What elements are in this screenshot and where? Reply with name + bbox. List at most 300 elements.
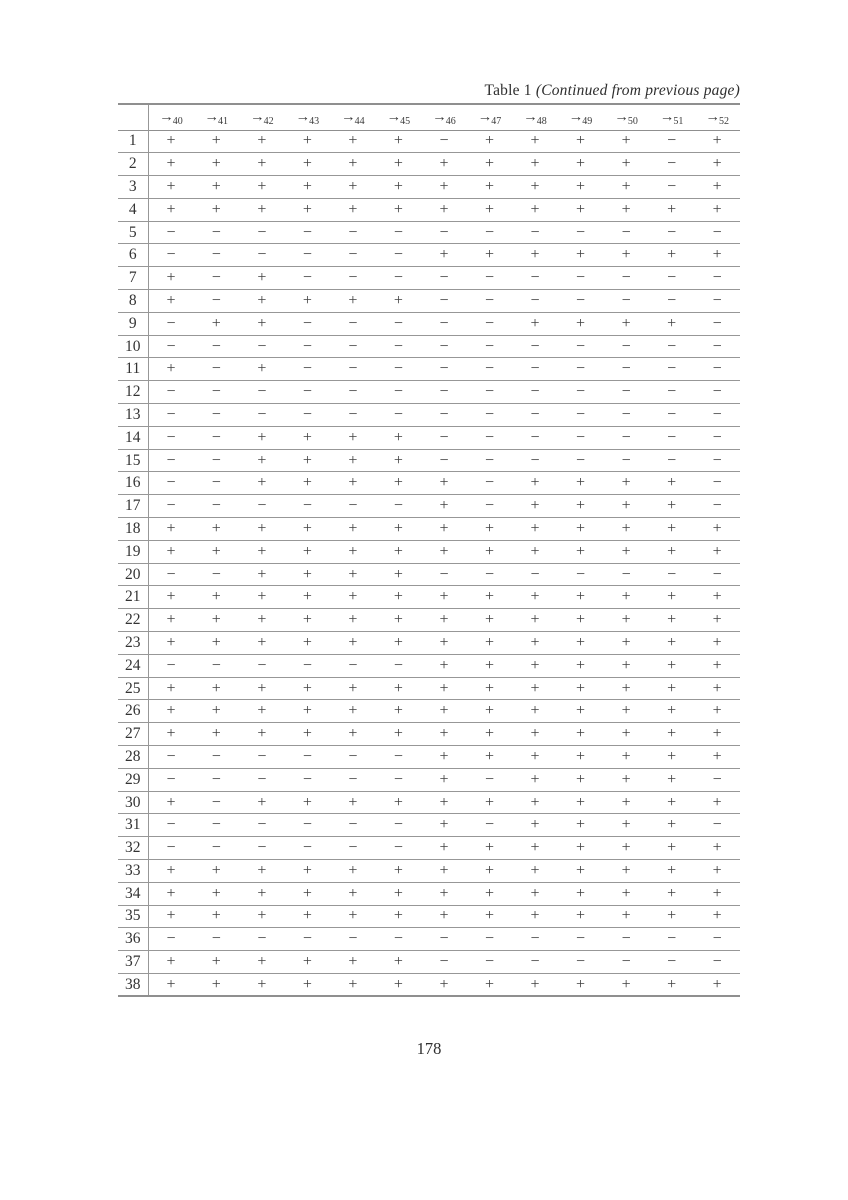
row-number: 7 xyxy=(118,267,148,290)
cell-minus: − xyxy=(166,223,176,241)
table-row xyxy=(118,746,740,769)
cell-minus: − xyxy=(484,816,494,834)
cell-plus: + xyxy=(712,884,722,902)
cell-plus: + xyxy=(393,132,403,150)
cell-minus: − xyxy=(439,223,449,241)
cell-plus: + xyxy=(393,542,403,560)
column-index: 50 xyxy=(627,115,638,127)
cell-minus: − xyxy=(166,337,176,355)
cell-plus: + xyxy=(530,132,540,150)
cell-minus: − xyxy=(166,770,176,788)
cell-plus: + xyxy=(530,519,540,537)
cell-plus: + xyxy=(393,291,403,309)
cell-plus: + xyxy=(621,611,631,629)
cell-plus: + xyxy=(712,611,722,629)
cell-plus: + xyxy=(667,702,677,720)
cell-plus: + xyxy=(257,884,267,902)
right-arrow-icon: → xyxy=(386,108,401,125)
table-row xyxy=(118,951,740,974)
cell-plus: + xyxy=(393,428,403,446)
cell-plus: + xyxy=(393,177,403,195)
cell-minus: − xyxy=(257,223,267,241)
cell-minus: − xyxy=(439,930,449,948)
cell-plus: + xyxy=(621,725,631,743)
table-subtitle: (Continued from previous page) xyxy=(535,82,740,99)
row-number: 34 xyxy=(118,882,148,905)
cell-plus: + xyxy=(621,497,631,515)
cell-plus: + xyxy=(576,725,586,743)
cell-plus: + xyxy=(393,953,403,971)
row-number: 35 xyxy=(118,905,148,928)
column-index: 47 xyxy=(491,115,502,127)
cell-plus: + xyxy=(166,907,176,925)
cell-plus: + xyxy=(621,884,631,902)
column-index: 44 xyxy=(354,115,365,127)
cell-minus: − xyxy=(393,383,403,401)
cell-minus: − xyxy=(530,223,540,241)
cell-plus: + xyxy=(576,155,586,173)
cell-plus: + xyxy=(576,633,586,651)
table-row xyxy=(118,198,740,221)
cell-plus: + xyxy=(348,793,358,811)
cell-minus: − xyxy=(530,953,540,971)
cell-minus: − xyxy=(348,930,358,948)
cell-minus: − xyxy=(712,930,722,948)
cell-minus: − xyxy=(211,428,221,446)
row-number: 6 xyxy=(118,244,148,267)
cell-plus: + xyxy=(348,633,358,651)
cell-minus: − xyxy=(484,565,494,583)
cell-minus: − xyxy=(576,269,586,287)
cell-plus: + xyxy=(667,975,677,993)
cell-minus: − xyxy=(211,565,221,583)
cell-plus: + xyxy=(530,839,540,857)
cell-plus: + xyxy=(530,770,540,788)
cell-plus: + xyxy=(712,588,722,606)
row-number: 2 xyxy=(118,153,148,176)
cell-minus: − xyxy=(211,405,221,423)
cell-plus: + xyxy=(621,793,631,811)
cell-plus: + xyxy=(257,314,267,332)
cell-plus: + xyxy=(439,200,449,218)
cell-plus: + xyxy=(439,519,449,537)
right-arrow-icon: → xyxy=(250,108,264,125)
cell-plus: + xyxy=(348,725,358,743)
cell-plus: + xyxy=(621,200,631,218)
cell-minus: − xyxy=(302,839,312,857)
cell-plus: + xyxy=(166,519,176,537)
cell-plus: + xyxy=(712,542,722,560)
cell-plus: + xyxy=(393,611,403,629)
cell-minus: − xyxy=(393,497,403,515)
table-row xyxy=(118,495,740,518)
cell-minus: − xyxy=(530,383,540,401)
cell-minus: − xyxy=(667,953,677,971)
cell-plus: + xyxy=(576,474,586,492)
cell-plus: + xyxy=(484,793,494,811)
cell-plus: + xyxy=(530,474,540,492)
cell-plus: + xyxy=(484,542,494,560)
row-number: 32 xyxy=(118,837,148,860)
column-index: 52 xyxy=(718,115,729,127)
cell-plus: + xyxy=(621,975,631,993)
cell-minus: − xyxy=(712,474,722,492)
row-number: 20 xyxy=(118,563,148,586)
cell-minus: − xyxy=(484,314,494,332)
cell-plus: + xyxy=(576,542,586,560)
cell-plus: + xyxy=(621,155,631,173)
cell-plus: + xyxy=(348,155,358,173)
table-row xyxy=(118,791,740,814)
cell-minus: − xyxy=(530,291,540,309)
cell-minus: − xyxy=(257,839,267,857)
table-row xyxy=(118,928,740,951)
cell-plus: + xyxy=(667,200,677,218)
cell-plus: + xyxy=(439,474,449,492)
column-index: 49 xyxy=(582,115,593,127)
cell-minus: − xyxy=(576,405,586,423)
table-caption xyxy=(118,82,740,103)
column-index: 45 xyxy=(400,115,411,127)
cell-plus: + xyxy=(348,588,358,606)
cell-minus: − xyxy=(439,405,449,423)
cell-plus: + xyxy=(348,451,358,469)
cell-plus: + xyxy=(667,314,677,332)
cell-minus: − xyxy=(484,383,494,401)
cell-plus: + xyxy=(484,155,494,173)
cell-minus: − xyxy=(393,246,403,264)
cell-plus: + xyxy=(484,519,494,537)
cell-plus: + xyxy=(484,611,494,629)
cell-plus: + xyxy=(348,702,358,720)
cell-minus: − xyxy=(166,656,176,674)
cell-plus: + xyxy=(166,679,176,697)
cell-plus: + xyxy=(439,497,449,515)
table-row xyxy=(118,267,740,290)
cell-plus: + xyxy=(393,884,403,902)
cell-plus: + xyxy=(211,907,221,925)
column-header-48 xyxy=(512,104,558,130)
cell-minus: − xyxy=(667,337,677,355)
table-body xyxy=(118,130,740,996)
cell-minus: − xyxy=(576,953,586,971)
cell-plus: + xyxy=(712,155,722,173)
cell-plus: + xyxy=(484,702,494,720)
cell-plus: + xyxy=(621,474,631,492)
cell-plus: + xyxy=(621,907,631,925)
cell-minus: − xyxy=(667,132,677,150)
cell-plus: + xyxy=(302,451,312,469)
cell-minus: − xyxy=(712,223,722,241)
row-number: 28 xyxy=(118,746,148,769)
cell-plus: + xyxy=(484,200,494,218)
cell-minus: − xyxy=(211,291,221,309)
cell-plus: + xyxy=(211,155,221,173)
row-number: 11 xyxy=(118,358,148,381)
right-arrow-icon: → xyxy=(432,108,446,125)
cell-minus: − xyxy=(439,314,449,332)
cell-plus: + xyxy=(621,314,631,332)
cell-plus: + xyxy=(348,953,358,971)
cell-minus: − xyxy=(257,930,267,948)
right-arrow-icon: → xyxy=(295,108,310,125)
cell-plus: + xyxy=(257,519,267,537)
cell-minus: − xyxy=(484,405,494,423)
cell-plus: + xyxy=(576,246,586,264)
cell-minus: − xyxy=(712,314,722,332)
table-row xyxy=(118,449,740,472)
cell-minus: − xyxy=(257,246,267,264)
table-head xyxy=(118,104,740,130)
cell-minus: − xyxy=(530,360,540,378)
cell-plus: + xyxy=(302,953,312,971)
cell-plus: + xyxy=(393,861,403,879)
cell-plus: + xyxy=(166,177,176,195)
cell-plus: + xyxy=(530,314,540,332)
cell-minus: − xyxy=(621,565,631,583)
cell-plus: + xyxy=(439,861,449,879)
cell-plus: + xyxy=(712,679,722,697)
row-number: 8 xyxy=(118,290,148,313)
cell-minus: − xyxy=(621,360,631,378)
cell-minus: − xyxy=(484,360,494,378)
cell-plus: + xyxy=(257,132,267,150)
cell-plus: + xyxy=(621,656,631,674)
cell-plus: + xyxy=(393,633,403,651)
cell-minus: − xyxy=(302,770,312,788)
cell-plus: + xyxy=(712,975,722,993)
cell-plus: + xyxy=(667,246,677,264)
cell-plus: + xyxy=(257,200,267,218)
cell-minus: − xyxy=(211,246,221,264)
cell-minus: − xyxy=(302,269,312,287)
cell-minus: − xyxy=(667,177,677,195)
cell-plus: + xyxy=(302,155,312,173)
cell-plus: + xyxy=(348,177,358,195)
cell-plus: + xyxy=(257,953,267,971)
row-number: 30 xyxy=(118,791,148,814)
cell-minus: − xyxy=(393,770,403,788)
cell-plus: + xyxy=(484,725,494,743)
cell-plus: + xyxy=(393,474,403,492)
cell-minus: − xyxy=(621,269,631,287)
cell-plus: + xyxy=(712,519,722,537)
cell-plus: + xyxy=(393,907,403,925)
cell-minus: − xyxy=(257,405,267,423)
cell-minus: − xyxy=(211,770,221,788)
cell-minus: − xyxy=(257,337,267,355)
cell-minus: − xyxy=(712,451,722,469)
column-index: 42 xyxy=(263,115,274,127)
cell-minus: − xyxy=(211,747,221,765)
cell-minus: − xyxy=(348,337,358,355)
table-row xyxy=(118,312,740,335)
cell-plus: + xyxy=(257,861,267,879)
cell-plus: + xyxy=(211,314,221,332)
cell-minus: − xyxy=(439,383,449,401)
cell-minus: − xyxy=(257,816,267,834)
row-number: 26 xyxy=(118,700,148,723)
cell-plus: + xyxy=(348,132,358,150)
cell-minus: − xyxy=(530,565,540,583)
cell-plus: + xyxy=(667,633,677,651)
cell-minus: − xyxy=(211,816,221,834)
cell-minus: − xyxy=(484,930,494,948)
cell-plus: + xyxy=(667,884,677,902)
cell-plus: + xyxy=(302,633,312,651)
cell-plus: + xyxy=(439,633,449,651)
cell-plus: + xyxy=(211,611,221,629)
cell-minus: − xyxy=(257,770,267,788)
cell-plus: + xyxy=(166,588,176,606)
cell-plus: + xyxy=(667,793,677,811)
cell-minus: − xyxy=(348,405,358,423)
cell-minus: − xyxy=(393,405,403,423)
table-row xyxy=(118,176,740,199)
cell-plus: + xyxy=(667,679,677,697)
cell-plus: + xyxy=(393,588,403,606)
cell-plus: + xyxy=(393,451,403,469)
cell-plus: + xyxy=(530,884,540,902)
column-header-52 xyxy=(694,104,740,130)
cell-plus: + xyxy=(257,474,267,492)
cell-minus: − xyxy=(712,383,722,401)
cell-plus: + xyxy=(393,702,403,720)
cell-minus: − xyxy=(484,428,494,446)
cell-plus: + xyxy=(530,679,540,697)
cell-plus: + xyxy=(302,861,312,879)
row-number: 24 xyxy=(118,654,148,677)
cell-plus: + xyxy=(348,679,358,697)
table-row xyxy=(118,814,740,837)
column-header-40 xyxy=(148,104,194,130)
cell-minus: − xyxy=(621,383,631,401)
cell-plus: + xyxy=(576,314,586,332)
table-header-row xyxy=(118,104,740,130)
cell-plus: + xyxy=(166,953,176,971)
cell-plus: + xyxy=(211,725,221,743)
cell-plus: + xyxy=(348,975,358,993)
cell-plus: + xyxy=(484,907,494,925)
cell-minus: − xyxy=(439,337,449,355)
cell-plus: + xyxy=(257,633,267,651)
cell-minus: − xyxy=(530,930,540,948)
cell-plus: + xyxy=(302,611,312,629)
cell-plus: + xyxy=(302,132,312,150)
cell-plus: + xyxy=(439,611,449,629)
cell-minus: − xyxy=(712,428,722,446)
cell-minus: − xyxy=(530,428,540,446)
cell-plus: + xyxy=(667,747,677,765)
cell-minus: − xyxy=(621,428,631,446)
cell-minus: − xyxy=(393,269,403,287)
cell-plus: + xyxy=(166,155,176,173)
cell-plus: + xyxy=(348,291,358,309)
table-row xyxy=(118,973,740,996)
table-row xyxy=(118,768,740,791)
cell-plus: + xyxy=(576,200,586,218)
cell-minus: − xyxy=(348,656,358,674)
cell-plus: + xyxy=(621,246,631,264)
cell-minus: − xyxy=(302,337,312,355)
cell-plus: + xyxy=(667,770,677,788)
cell-plus: + xyxy=(621,816,631,834)
row-number: 37 xyxy=(118,951,148,974)
cell-plus: + xyxy=(393,725,403,743)
cell-plus: + xyxy=(576,839,586,857)
cell-minus: − xyxy=(302,314,312,332)
cell-plus: + xyxy=(530,702,540,720)
cell-plus: + xyxy=(393,200,403,218)
cell-minus: − xyxy=(348,839,358,857)
column-header-50 xyxy=(603,104,649,130)
cell-plus: + xyxy=(576,588,586,606)
table-row xyxy=(118,426,740,449)
cell-plus: + xyxy=(530,200,540,218)
cell-minus: − xyxy=(667,428,677,446)
cell-minus: − xyxy=(484,337,494,355)
cell-plus: + xyxy=(439,588,449,606)
cell-plus: + xyxy=(530,747,540,765)
cell-minus: − xyxy=(530,269,540,287)
cell-plus: + xyxy=(484,839,494,857)
cell-minus: − xyxy=(712,269,722,287)
cell-plus: + xyxy=(166,291,176,309)
cell-plus: + xyxy=(166,975,176,993)
cell-plus: + xyxy=(484,633,494,651)
column-header-42 xyxy=(239,104,285,130)
cell-plus: + xyxy=(667,474,677,492)
cell-minus: − xyxy=(712,953,722,971)
cell-minus: − xyxy=(348,314,358,332)
cell-plus: + xyxy=(348,474,358,492)
cell-minus: − xyxy=(439,451,449,469)
cell-plus: + xyxy=(439,542,449,560)
cell-plus: + xyxy=(166,884,176,902)
row-number: 36 xyxy=(118,928,148,951)
row-number: 38 xyxy=(118,973,148,996)
cell-plus: + xyxy=(257,451,267,469)
cell-plus: + xyxy=(257,155,267,173)
cell-plus: + xyxy=(302,884,312,902)
cell-minus: − xyxy=(621,953,631,971)
cell-minus: − xyxy=(576,383,586,401)
table-row xyxy=(118,221,740,244)
cell-minus: − xyxy=(621,451,631,469)
cell-plus: + xyxy=(621,633,631,651)
cell-minus: − xyxy=(484,451,494,469)
cell-minus: − xyxy=(621,291,631,309)
cell-plus: + xyxy=(166,269,176,287)
cell-minus: − xyxy=(302,405,312,423)
cell-plus: + xyxy=(576,816,586,834)
row-number: 31 xyxy=(118,814,148,837)
cell-minus: − xyxy=(166,383,176,401)
cell-plus: + xyxy=(439,839,449,857)
cell-plus: + xyxy=(302,519,312,537)
cell-minus: − xyxy=(211,360,221,378)
cell-plus: + xyxy=(211,588,221,606)
row-number: 17 xyxy=(118,495,148,518)
table-row xyxy=(118,700,740,723)
row-number: 21 xyxy=(118,586,148,609)
cell-plus: + xyxy=(211,975,221,993)
cell-plus: + xyxy=(530,155,540,173)
cell-plus: + xyxy=(576,702,586,720)
cell-minus: − xyxy=(712,497,722,515)
row-number: 19 xyxy=(118,540,148,563)
cell-plus: + xyxy=(667,861,677,879)
